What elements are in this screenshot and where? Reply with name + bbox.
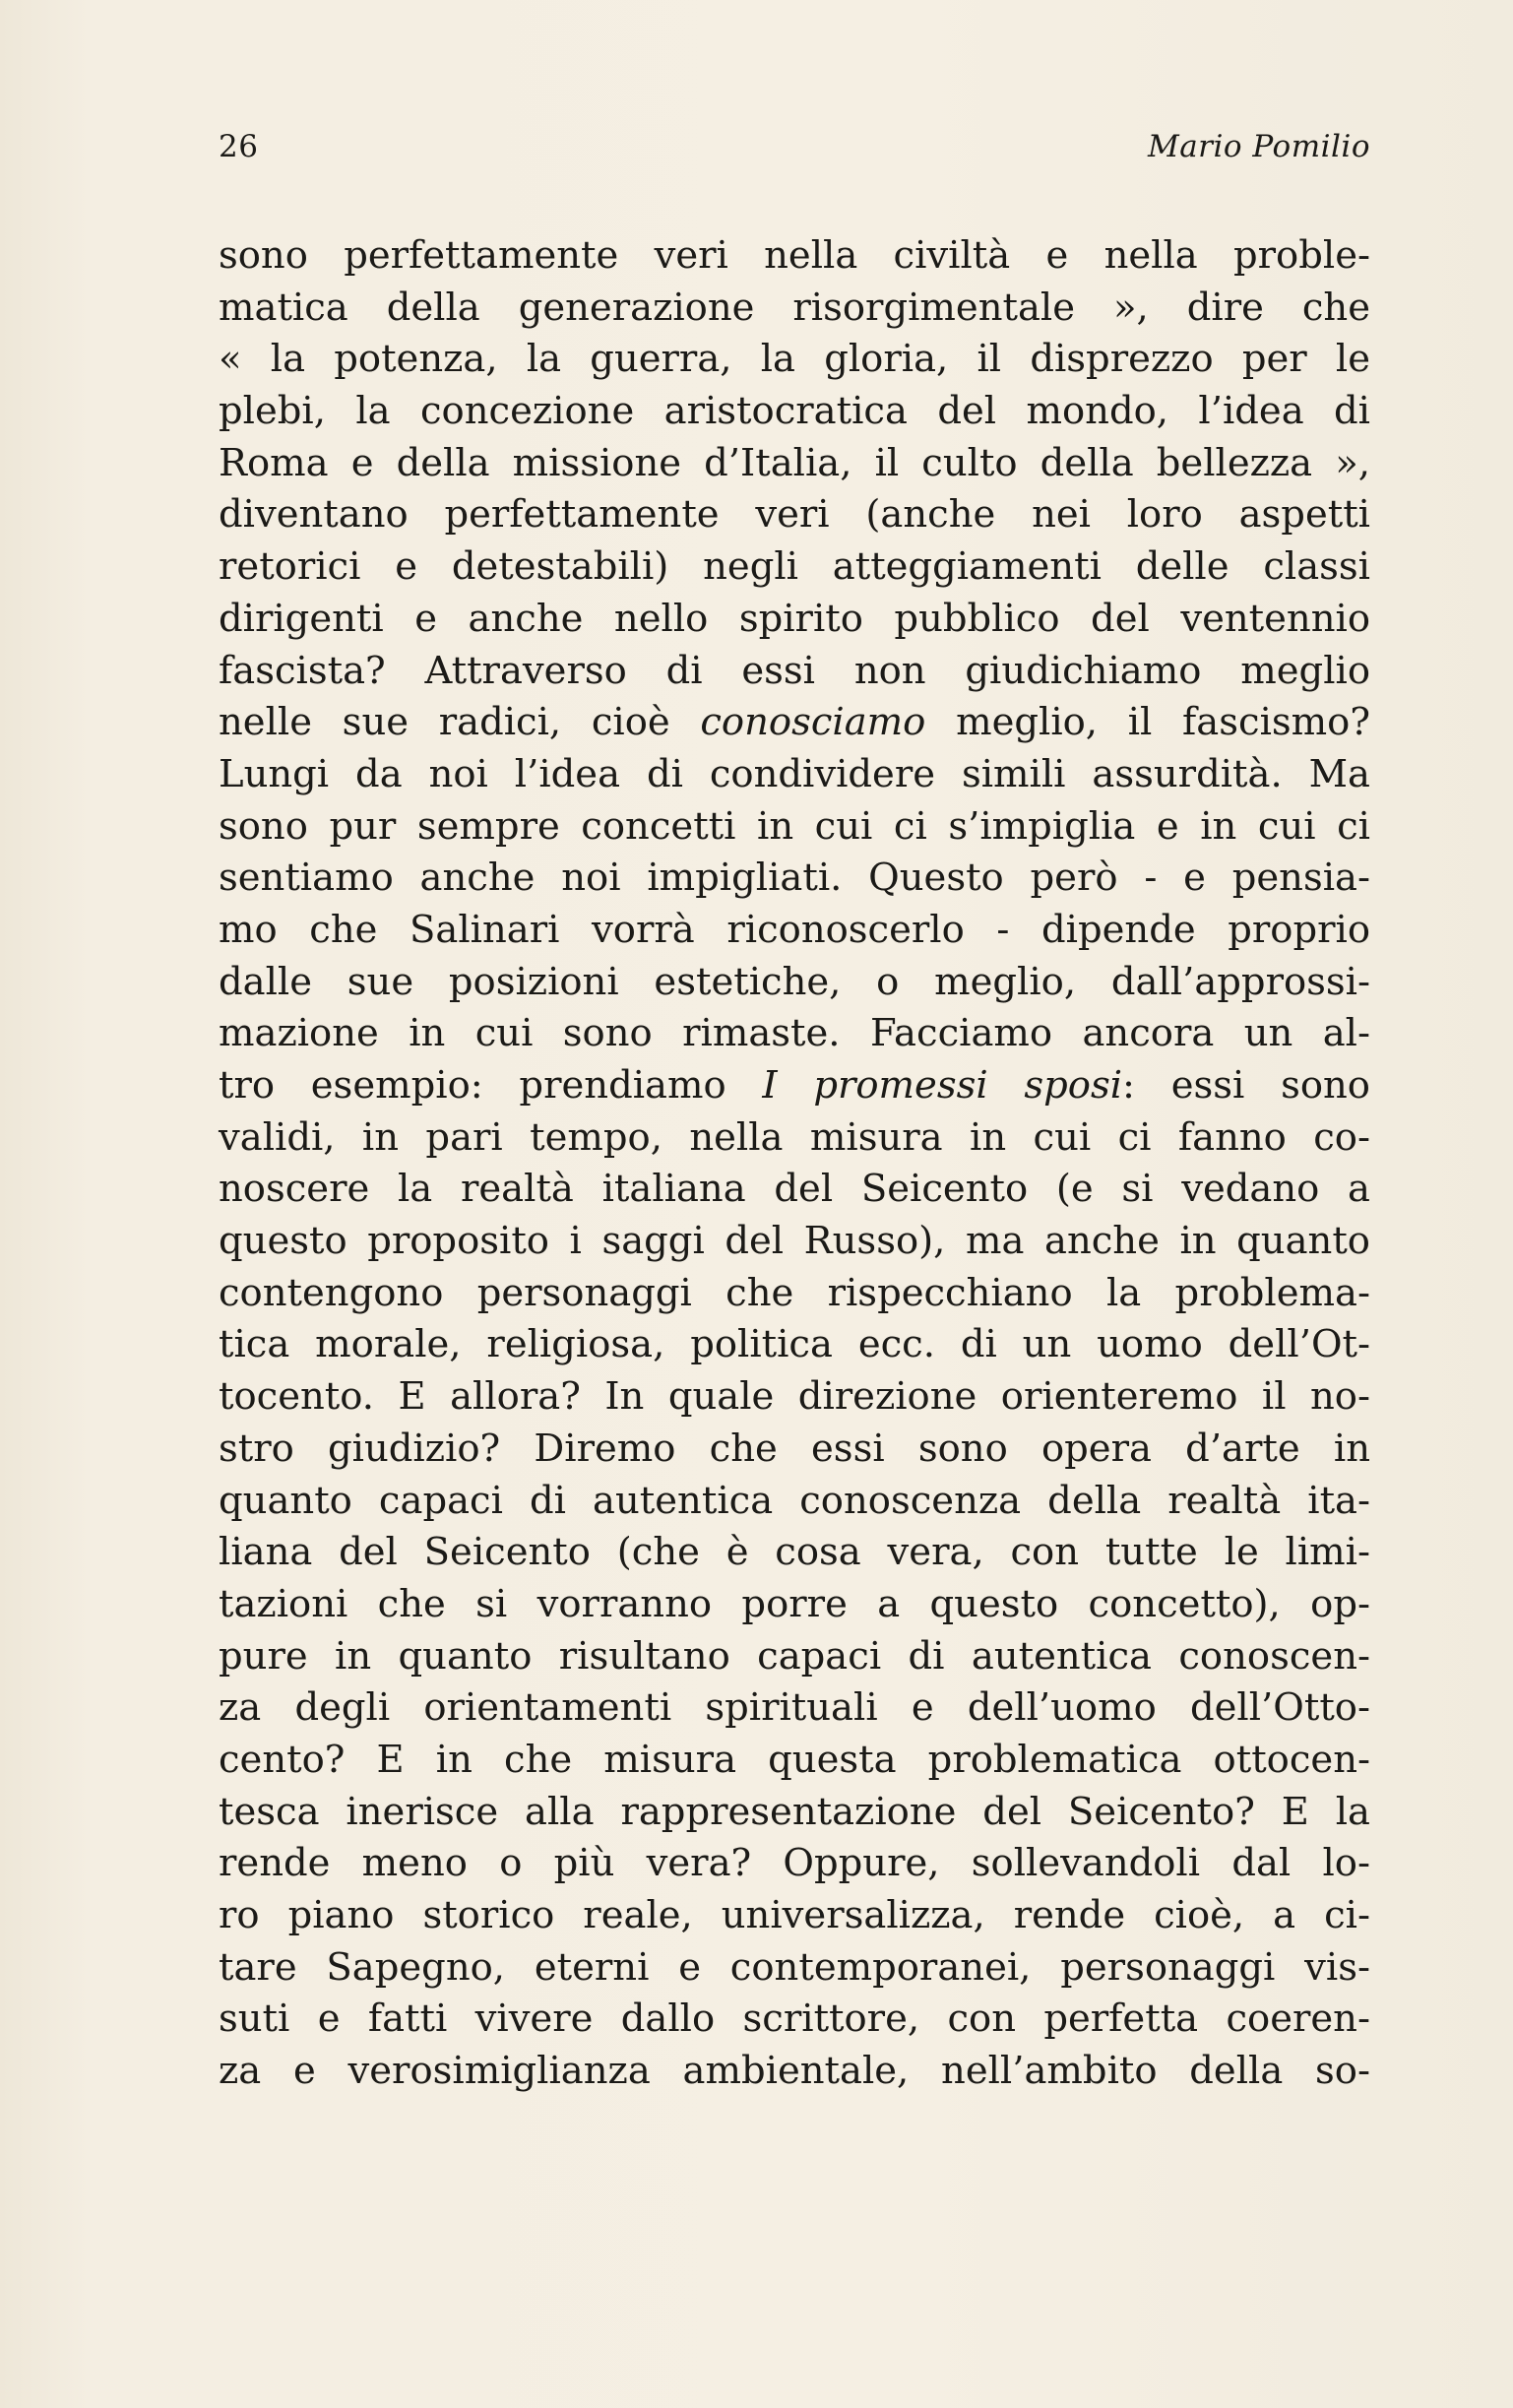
text-line: tazioni che si vorranno porre a questo concetto), op- (219, 1581, 1370, 1626)
italic-text-segment: conosciamo (700, 700, 926, 745)
text-line: fascista? Attraverso di essi non giudichiamo meglio (219, 648, 1370, 693)
text-line: sono perfettamente veri nella civiltà e nella proble- (219, 233, 1370, 278)
running-head-author: Mario Pomilio (1147, 129, 1370, 164)
text-line: tocento. E allora? In quale direzione orienteremo il no- (219, 1374, 1370, 1420)
running-head (219, 122, 1370, 171)
text-line: « la potenza, la guerra, la gloria, il disprezzo per le (219, 337, 1370, 382)
text-line: rende meno o più vera? Oppure, sollevandoli dal lo- (219, 1841, 1370, 1886)
text-line: za e verosimiglianza ambientale, nell’ambito della so- (219, 2049, 1370, 2094)
text-segment: tro esempio: prendiamo (219, 1063, 763, 1108)
text-line: noscere la realtà italiana del Seicento (e si vedano a (219, 1167, 1370, 1212)
text-line: cento? E in che misura questa problematica ottocen- (219, 1737, 1370, 1782)
text-line: tare Sapegno, eterni e contemporanei, personaggi vis- (219, 1944, 1370, 1990)
page-number: 26 (219, 129, 259, 164)
text-line (219, 1060, 1370, 1112)
text-line: tesca inerisce alla rappresentazione del Seicento? E la (219, 1789, 1370, 1834)
text-line: contengono personaggi che rispecchiano la problema- (219, 1270, 1370, 1315)
text-line: dalle sue posizioni estetiche, o meglio, dall’approssi- (219, 959, 1370, 1004)
text-line: pure in quanto risultano capaci di autentica conoscen- (219, 1633, 1370, 1679)
text-segment: meglio, il fascismo? (925, 700, 1370, 745)
text-line: Lungi da noi l’idea di condividere simili assurdità. Ma (219, 751, 1370, 796)
text-line: sono pur sempre concetti in cui ci s’impiglia e in cui ci (219, 803, 1370, 849)
text-line: validi, in pari tempo, nella misura in cui ci fanno co- (219, 1114, 1370, 1160)
text-line: liana del Seicento (che è cosa vera, con tutte le limi- (219, 1530, 1370, 1575)
text-line: ro piano storico reale, universalizza, rende cioè, a ci- (219, 1893, 1370, 1937)
text-line: sentiamo anche noi impigliati. Questo però - e pensia- (219, 855, 1370, 901)
text-line: questo proposito i saggi del Russo), ma anche in quanto (219, 1219, 1370, 1264)
text-line: quanto capaci di autentica conoscenza della realtà ita- (219, 1478, 1370, 1523)
text-line: suti e fatti vivere dallo scrittore, con perfetta coeren- (219, 1996, 1370, 2042)
body-text (219, 230, 1370, 2098)
text-line: stro giudizio? Diremo che essi sono opera d’arte in (219, 1426, 1370, 1471)
text-line: retorici e detestabili) negli atteggiamenti delle classi (219, 544, 1370, 590)
text-line (219, 697, 1370, 749)
text-line: Roma e della missione d’Italia, il culto della bellezza », (219, 440, 1370, 485)
text-line: tica morale, religiosa, politica ecc. di un uomo dell’Ot- (219, 1322, 1370, 1367)
italic-text-segment: I promessi sposi (762, 1063, 1123, 1108)
text-line: dirigenti e anche nello spirito pubblico del ventennio (219, 596, 1370, 641)
text-segment: nelle sue radici, cioè (219, 700, 701, 745)
text-segment: : essi sono (1122, 1063, 1370, 1108)
text-line: plebi, la concezione aristocratica del mondo, l’idea di (219, 389, 1370, 434)
text-line: matica della generazione risorgimentale », dire che (219, 285, 1370, 330)
text-line: mazione in cui sono rimaste. Facciamo ancora un al- (219, 1011, 1370, 1056)
text-line: diventano perfettamente veri (anche nei loro aspetti (219, 492, 1370, 538)
text-line: mo che Salinari vorrà riconoscerlo - dipende proprio (219, 907, 1370, 952)
text-line: za degli orientamenti spirituali e dell’uomo dell’Otto- (219, 1685, 1370, 1731)
